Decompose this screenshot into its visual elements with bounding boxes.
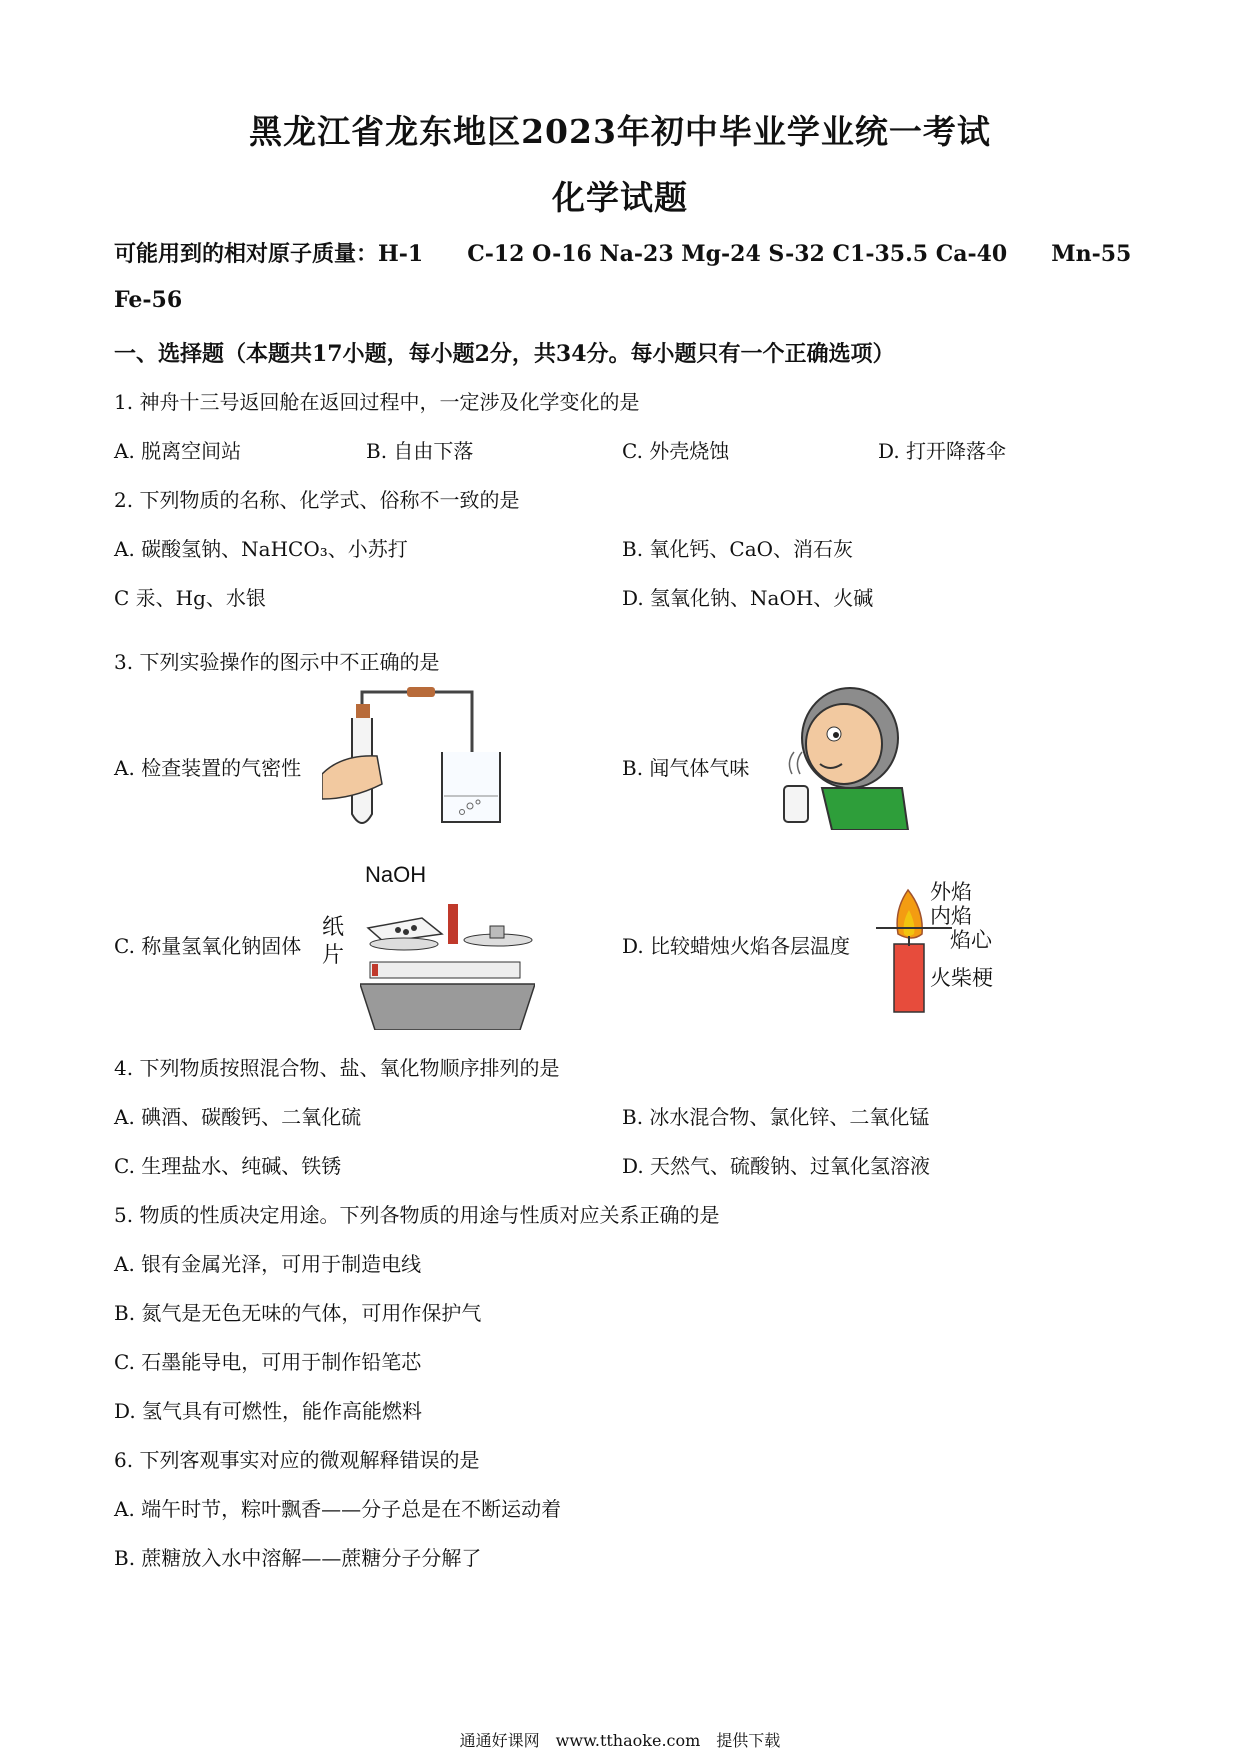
section-heading: 一、选择题（本题共17小题，每小题2分，共34分。每小题只有一个正确选项） (114, 341, 895, 367)
page-footer: 通通好课网 www.tthaoke.com 提供下载 (459, 1731, 781, 1750)
candle-flame-figure (876, 880, 956, 1014)
q6-stem: 6. 下列客观事实对应的微观解释错误的是 (114, 1448, 480, 1472)
q3-option-a: A. 检查装置的气密性 (114, 756, 302, 780)
label-match-stick: 火柴梗 (930, 966, 993, 990)
q2-option-a: A. 碳酸氢钠、NaHCO₃、小苏打 (114, 537, 408, 561)
label-naoh: NaOH (365, 862, 427, 887)
q1-option-c: C. 外壳烧蚀 (622, 439, 730, 463)
q3-stem: 3. 下列实验操作的图示中不正确的是 (114, 650, 440, 674)
label-outer-flame: 外焰 (930, 880, 972, 904)
smelling-gas-figure (762, 678, 912, 830)
q5-option-d: D. 氢气具有可燃性，能作高能燃料 (114, 1399, 423, 1423)
q6-option-b: B. 蔗糖放入水中溶解——蔗糖分子分解了 (114, 1546, 482, 1570)
q4-stem: 4. 下列物质按照混合物、盐、氧化物顺序排列的是 (114, 1056, 560, 1080)
q1-option-b: B. 自由下落 (366, 439, 474, 463)
q2-option-c: C 汞、Hg、水银 (114, 586, 266, 610)
balance-scale-figure (360, 888, 535, 1030)
atomic-mass-line: 可能用到的相对原子质量：H-1 C-12 O-16 Na-23 Mg-24 S-32 C1-35.5 Ca-40 Mn-55 (114, 241, 1132, 267)
q3-option-b: B. 闻气体气味 (622, 756, 750, 780)
q1-option-a: A. 脱离空间站 (114, 439, 242, 463)
label-paper-1: 纸 (322, 915, 345, 940)
q1-option-d: D. 打开降落伞 (878, 439, 1007, 463)
q3-option-d: D. 比较蜡烛火焰各层温度 (622, 934, 851, 958)
q2-stem: 2. 下列物质的名称、化学式、俗称不一致的是 (114, 488, 520, 512)
page-title: 黑龙江省龙东地区2023年初中毕业学业统一考试 (249, 112, 991, 151)
q4-option-c: C. 生理盐水、纯碱、铁锈 (114, 1154, 342, 1178)
q5-stem: 5. 物质的性质决定用途。下列各物质的用途与性质对应关系正确的是 (114, 1203, 720, 1227)
q4-option-d: D. 天然气、硫酸钠、过氧化氢溶液 (622, 1154, 931, 1178)
atomic-mass-line-continued: Fe-56 (114, 287, 183, 313)
q3-option-c: C. 称量氢氧化钠固体 (114, 934, 302, 958)
q6-option-a: A. 端午时节，粽叶飘香——分子总是在不断运动着 (114, 1497, 562, 1521)
q4-option-b: B. 冰水混合物、氯化锌、二氧化锰 (622, 1105, 930, 1129)
q5-option-a: A. 银有金属光泽，可用于制造电线 (114, 1252, 422, 1276)
q2-option-d: D. 氢氧化钠、NaOH、火碱 (622, 586, 874, 610)
label-inner-flame: 内焰 (930, 904, 972, 928)
label-flame-core: 焰心 (950, 928, 992, 952)
q5-option-c: C. 石墨能导电，可用于制作铅笔芯 (114, 1350, 422, 1374)
q4-option-a: A. 碘酒、碳酸钙、二氧化硫 (114, 1105, 362, 1129)
airtightness-check-figure (322, 684, 512, 834)
q1-stem: 1. 神舟十三号返回舱在返回过程中，一定涉及化学变化的是 (114, 390, 640, 414)
q5-option-b: B. 氮气是无色无味的气体，可用作保护气 (114, 1301, 482, 1325)
page-subtitle: 化学试题 (552, 178, 688, 217)
label-paper-2: 片 (322, 943, 345, 968)
q2-option-b: B. 氧化钙、CaO、消石灰 (622, 537, 854, 561)
